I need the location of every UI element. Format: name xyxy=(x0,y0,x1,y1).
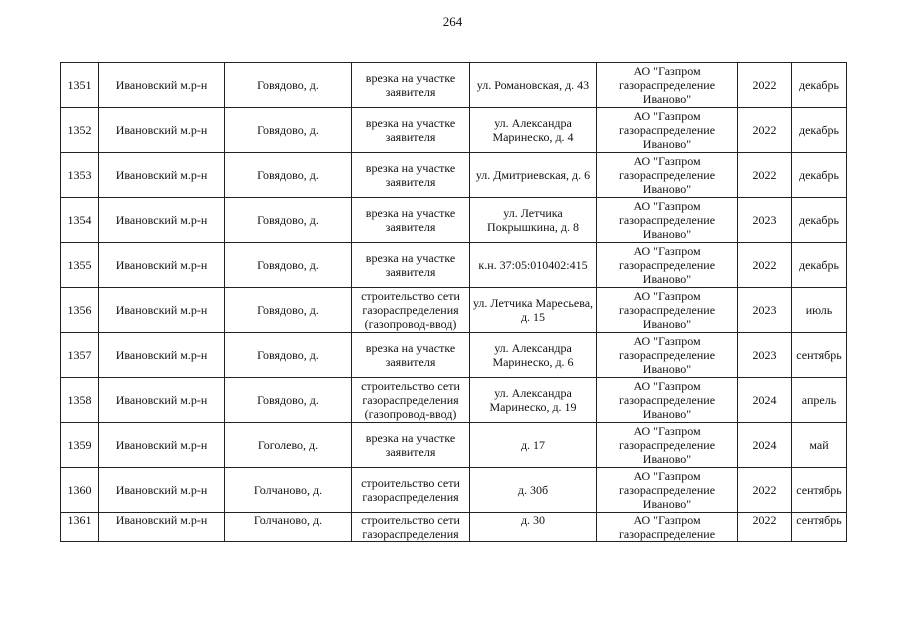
year-cell xyxy=(738,513,792,542)
year-text: 2022 xyxy=(752,258,777,272)
settlement-text: Говядово, д. xyxy=(257,303,319,317)
settlement-text: Говядово, д. xyxy=(257,393,319,407)
month-text: апрель xyxy=(801,393,837,407)
year-cell xyxy=(738,198,792,243)
table-row xyxy=(61,288,847,333)
organization-text: АО "Газпром газораспределение Иваново" xyxy=(618,289,716,331)
row-number-cell xyxy=(61,423,99,468)
settlement-cell xyxy=(225,153,352,198)
year-text: 2023 xyxy=(752,348,777,362)
table-body xyxy=(61,63,847,542)
settlement-cell xyxy=(225,198,352,243)
organization-cell xyxy=(597,513,738,542)
month-cell xyxy=(792,378,847,423)
settlement-cell xyxy=(225,108,352,153)
month-text: декабрь xyxy=(799,258,839,272)
address-cell xyxy=(470,63,597,108)
month-cell xyxy=(792,288,847,333)
district-cell xyxy=(99,423,225,468)
row-number-cell xyxy=(61,63,99,108)
row-number-cell xyxy=(61,243,99,288)
organization-text: АО "Газпром газораспределение xyxy=(618,513,716,541)
month-text: декабрь xyxy=(799,123,839,137)
district-text: Ивановский м.р-н xyxy=(115,303,208,317)
address-text: к.н. 37:05:010402:415 xyxy=(478,258,588,272)
organization-cell xyxy=(597,108,738,153)
year-text: 2024 xyxy=(752,438,777,452)
address-cell xyxy=(470,153,597,198)
row-number-cell xyxy=(61,153,99,198)
organization-text: АО "Газпром газораспределение Иваново" xyxy=(618,379,716,421)
settlement-text: Говядово, д. xyxy=(257,168,319,182)
organization-cell xyxy=(597,468,738,513)
row-number-cell xyxy=(61,513,99,542)
work-type-cell xyxy=(352,378,470,423)
row-number-text: 1357 xyxy=(67,348,92,362)
work-type-cell xyxy=(352,243,470,288)
district-text: Ивановский м.р-н xyxy=(115,348,208,362)
address-text: д. 17 xyxy=(520,438,546,452)
year-cell xyxy=(738,423,792,468)
table-row xyxy=(61,513,847,542)
row-number-text: 1355 xyxy=(67,258,92,272)
work-type-text: строительство сети газораспределения xyxy=(361,476,460,504)
year-text: 2022 xyxy=(752,483,777,497)
address-cell xyxy=(470,378,597,423)
organization-cell xyxy=(597,288,738,333)
address-cell xyxy=(470,243,597,288)
row-number-text: 1351 xyxy=(67,78,92,92)
work-type-cell xyxy=(352,63,470,108)
month-cell xyxy=(792,468,847,513)
year-text: 2022 xyxy=(752,513,777,527)
organization-text: АО "Газпром газораспределение Иваново" xyxy=(618,469,716,511)
year-cell xyxy=(738,468,792,513)
settlement-text: Говядово, д. xyxy=(257,78,319,92)
month-text: декабрь xyxy=(799,78,839,92)
row-number-text: 1354 xyxy=(67,213,92,227)
address-text: ул. Александра Маринеско, д. 6 xyxy=(492,341,574,369)
settlement-cell xyxy=(225,378,352,423)
district-text: Ивановский м.р-н xyxy=(115,168,208,182)
work-type-text: врезка на участке заявителя xyxy=(365,431,456,459)
row-number-text: 1361 xyxy=(67,513,92,527)
organization-text: АО "Газпром газораспределение Иваново" xyxy=(618,64,716,106)
year-cell xyxy=(738,243,792,288)
row-number-text: 1353 xyxy=(67,168,92,182)
work-type-text: строительство сети газораспределения (газопровод-ввод) xyxy=(361,289,460,331)
month-text: сентябрь xyxy=(796,513,842,527)
district-text: Ивановский м.р-н xyxy=(115,78,208,92)
settlement-text: Говядово, д. xyxy=(257,123,319,137)
organization-text: АО "Газпром газораспределение Иваново" xyxy=(618,424,716,466)
year-cell xyxy=(738,333,792,378)
year-cell xyxy=(738,153,792,198)
year-text: 2022 xyxy=(752,78,777,92)
district-cell xyxy=(99,153,225,198)
work-type-cell xyxy=(352,198,470,243)
table-row xyxy=(61,468,847,513)
month-text: май xyxy=(809,438,829,452)
work-type-cell xyxy=(352,288,470,333)
settlement-cell xyxy=(225,243,352,288)
organization-cell xyxy=(597,423,738,468)
settlement-text: Голчаново, д. xyxy=(253,483,323,497)
row-number-text: 1358 xyxy=(67,393,92,407)
settlement-cell xyxy=(225,468,352,513)
district-cell xyxy=(99,333,225,378)
month-cell xyxy=(792,243,847,288)
organization-cell xyxy=(597,243,738,288)
address-cell xyxy=(470,468,597,513)
year-text: 2022 xyxy=(752,168,777,182)
row-number-text: 1352 xyxy=(67,123,92,137)
month-text: сентябрь xyxy=(796,348,842,362)
settlement-cell xyxy=(225,513,352,542)
table-row xyxy=(61,63,847,108)
address-text: ул. Дмитриевская, д. 6 xyxy=(475,168,591,182)
month-cell xyxy=(792,198,847,243)
settlement-cell xyxy=(225,288,352,333)
district-text: Ивановский м.р-н xyxy=(115,438,208,452)
month-text: июль xyxy=(805,303,833,317)
district-cell xyxy=(99,468,225,513)
table-row xyxy=(61,108,847,153)
settlement-text: Гоголево, д. xyxy=(257,438,319,452)
district-text: Ивановский м.р-н xyxy=(115,213,208,227)
address-text: д. 30 xyxy=(520,513,546,527)
address-text: ул. Романовская, д. 43 xyxy=(476,78,590,92)
month-cell xyxy=(792,333,847,378)
organization-cell xyxy=(597,333,738,378)
address-cell xyxy=(470,423,597,468)
district-text: Ивановский м.р-н xyxy=(115,483,208,497)
work-type-text: врезка на участке заявителя xyxy=(365,116,456,144)
work-type-text: врезка на участке заявителя xyxy=(365,251,456,279)
organization-text: АО "Газпром газораспределение Иваново" xyxy=(618,109,716,151)
table-row xyxy=(61,243,847,288)
organization-cell xyxy=(597,63,738,108)
settlement-text: Говядово, д. xyxy=(257,348,319,362)
address-cell xyxy=(470,198,597,243)
address-text: д. 30б xyxy=(517,483,549,497)
work-type-cell xyxy=(352,423,470,468)
district-cell xyxy=(99,513,225,542)
organization-cell xyxy=(597,378,738,423)
year-cell xyxy=(738,288,792,333)
table-row xyxy=(61,153,847,198)
month-cell xyxy=(792,108,847,153)
settlement-cell xyxy=(225,423,352,468)
work-type-cell xyxy=(352,468,470,513)
year-text: 2024 xyxy=(752,393,777,407)
work-type-cell xyxy=(352,108,470,153)
month-text: сентябрь xyxy=(796,483,842,497)
month-cell xyxy=(792,513,847,542)
year-text: 2023 xyxy=(752,213,777,227)
district-cell xyxy=(99,63,225,108)
month-cell xyxy=(792,153,847,198)
address-cell xyxy=(470,513,597,542)
table-row xyxy=(61,378,847,423)
settlement-text: Голчаново, д. xyxy=(253,513,323,527)
row-number-text: 1360 xyxy=(67,483,92,497)
address-text: ул. Александра Маринеско, д. 4 xyxy=(492,116,574,144)
work-type-text: строительство сети газораспределения (газопровод-ввод) xyxy=(361,379,460,421)
row-number-cell xyxy=(61,108,99,153)
month-text: декабрь xyxy=(799,213,839,227)
district-text: Ивановский м.р-н xyxy=(115,513,208,527)
table-row xyxy=(61,423,847,468)
address-text: ул. Летчика Покрышкина, д. 8 xyxy=(487,206,579,234)
row-number-cell xyxy=(61,468,99,513)
row-number-cell xyxy=(61,198,99,243)
work-type-cell xyxy=(352,153,470,198)
district-text: Ивановский м.р-н xyxy=(115,393,208,407)
address-text: ул. Летчика Маресьева, д. 15 xyxy=(472,296,594,324)
settlement-text: Говядово, д. xyxy=(257,213,319,227)
organization-text: АО "Газпром газораспределение Иваново" xyxy=(618,334,716,376)
table-row xyxy=(61,198,847,243)
address-cell xyxy=(470,288,597,333)
district-cell xyxy=(99,243,225,288)
organization-text: АО "Газпром газораспределение Иваново" xyxy=(618,244,716,286)
row-number-cell xyxy=(61,333,99,378)
table-row xyxy=(61,333,847,378)
work-type-text: врезка на участке заявителя xyxy=(365,206,456,234)
organization-cell xyxy=(597,198,738,243)
year-cell xyxy=(738,378,792,423)
district-text: Ивановский м.р-н xyxy=(115,123,208,137)
address-cell xyxy=(470,108,597,153)
organization-text: АО "Газпром газораспределение Иваново" xyxy=(618,199,716,241)
row-number-cell xyxy=(61,288,99,333)
year-text: 2022 xyxy=(752,123,777,137)
year-cell xyxy=(738,108,792,153)
work-type-text: врезка на участке заявителя xyxy=(365,341,456,369)
organization-text: АО "Газпром газораспределение Иваново" xyxy=(618,154,716,196)
settlement-cell xyxy=(225,63,352,108)
settlement-text: Говядово, д. xyxy=(257,258,319,272)
address-text: ул. Александра Маринеско, д. 19 xyxy=(489,386,577,414)
month-text: декабрь xyxy=(799,168,839,182)
work-type-cell xyxy=(352,333,470,378)
work-type-cell xyxy=(352,513,470,542)
work-type-text: строительство сети газораспределения xyxy=(361,513,460,541)
work-type-text: врезка на участке заявителя xyxy=(365,71,456,99)
page-number: 264 xyxy=(442,14,463,29)
district-cell xyxy=(99,288,225,333)
district-cell xyxy=(99,378,225,423)
district-cell xyxy=(99,198,225,243)
district-text: Ивановский м.р-н xyxy=(115,258,208,272)
year-cell xyxy=(738,63,792,108)
row-number-text: 1356 xyxy=(67,303,92,317)
row-number-cell xyxy=(61,378,99,423)
organization-cell xyxy=(597,153,738,198)
gasification-table xyxy=(60,62,847,542)
settlement-cell xyxy=(225,333,352,378)
row-number-text: 1359 xyxy=(67,438,92,452)
year-text: 2023 xyxy=(752,303,777,317)
address-cell xyxy=(470,333,597,378)
district-cell xyxy=(99,108,225,153)
month-cell xyxy=(792,63,847,108)
work-type-text: врезка на участке заявителя xyxy=(365,161,456,189)
month-cell xyxy=(792,423,847,468)
